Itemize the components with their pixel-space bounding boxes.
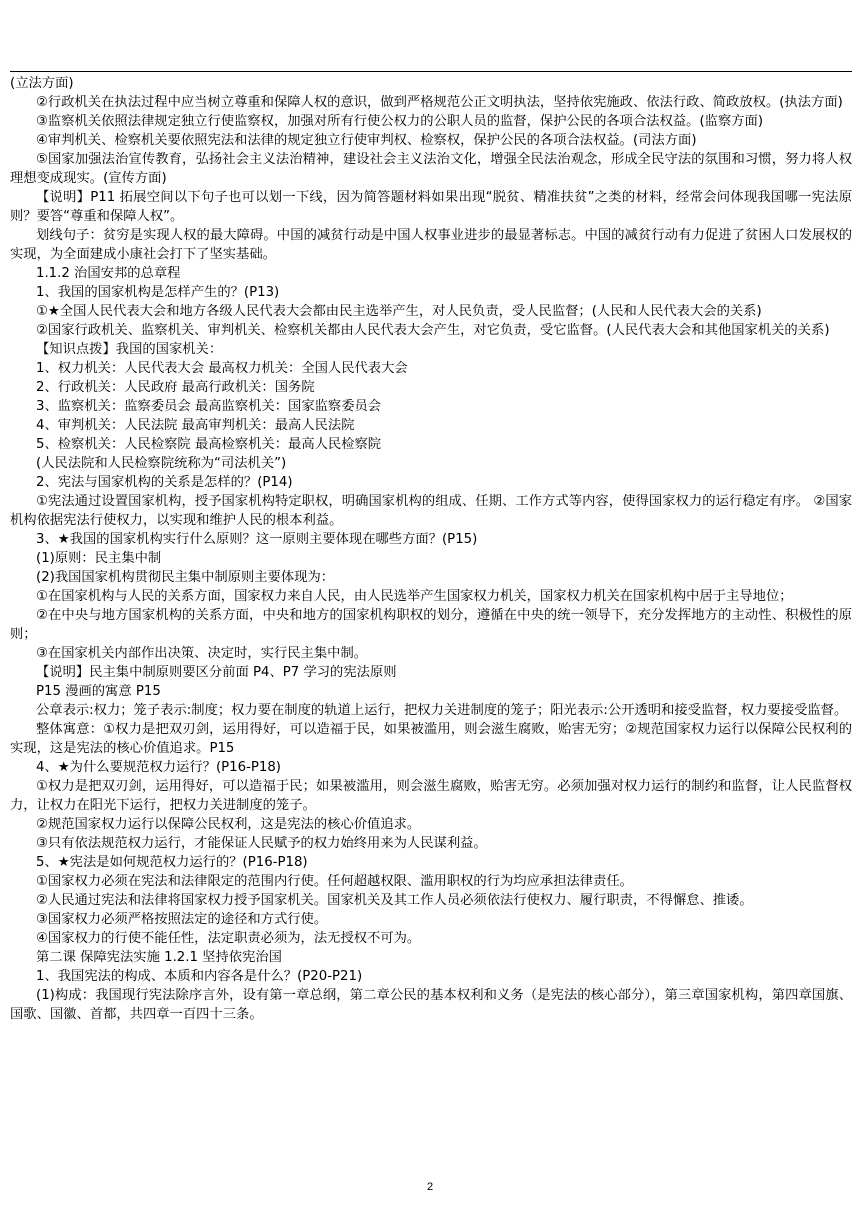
paragraph: 【说明】P11 拓展空间以下句子也可以划一下线，因为简答题材料如果出现“脱贫、精准扶贫”之类的材料，经常会问体现我国哪一宪法原则？要答“尊重和保障人权”。	[10, 190, 852, 224]
paragraph: (立法方面)	[10, 76, 74, 91]
paragraph: ②规范国家权力运行以保障公民权利，这是宪法的核心价值追求。	[36, 817, 421, 832]
paragraph: 3、★我国的国家机构实行什么原则？这一原则主要体现在哪些方面？(P15)	[36, 532, 478, 547]
paragraph: ③国家权力必须严格按照法定的途径和方式行使。	[36, 912, 328, 927]
paragraph: ③监察机关依照法律规定独立行使监察权，加强对所有行使公权力的公职人员的监督，保护公民的各项合法权益。(监察方面)	[36, 114, 764, 129]
paragraph: 1、权力机关：人民代表大会 最高权力机关：全国人民代表大会	[36, 361, 408, 376]
paragraph: ①在国家机构与人民的关系方面，国家权力来自人民，由人民选举产生国家权力机关，国家权力机关在国家机构中居于主导地位；	[36, 589, 793, 604]
paragraph: 5、检察机关：人民检察院 最高检察机关：最高人民检察院	[36, 437, 382, 452]
paragraph: (1)构成：我国现行宪法除序言外，设有第一章总纲，第二章公民的基本权利和义务（是宪法的核心部分），第三章国家机构，第四章国旗、国歌、国徽、首都，共四章一百四十三条。	[10, 988, 852, 1022]
paragraph: ④审判机关、检察机关要依照宪法和法律的规定独立行使审判权、检察权，保护公民的各项合法权益。(司法方面)	[36, 133, 697, 148]
paragraph: 第二课 保障宪法实施 1.2.1 坚持依宪治国	[36, 950, 282, 965]
paragraph: 3、监察机关：监察委员会 最高监察机关：国家监察委员会	[36, 399, 382, 414]
paragraph: (人民法院和人民检察院统称为“司法机关”)	[36, 456, 287, 471]
paragraph: (2)我国国家机构贯彻民主集中制原则主要体现为：	[36, 570, 335, 585]
paragraph: ①宪法通过设置国家机构，授予国家机构特定职权，明确国家机构的组成、任期、工作方式等内容，使得国家权力的运行稳定有序。 ②国家机构依据宪法行使权力，以实现和维护人民的根本利益。	[10, 494, 852, 528]
header-rule	[10, 71, 852, 72]
paragraph: 1、我国宪法的构成、本质和内容各是什么？(P20-P21)	[36, 969, 363, 984]
paragraph: ①权力是把双刃剑，运用得好，可以造福于民；如果被滥用，则会滋生腐败，贻害无穷。必须加强对权力运行的制约和监督，让人民监督权力，让权力在阳光下运行，把权力关进制度的笼子。	[10, 779, 852, 813]
paragraph: ⑤国家加强法治宣传教育，弘扬社会主义法治精神，建设社会主义法治文化，增强全民法治观念，形成全民守法的氛围和习惯，努力将人权理想变成现实。(宣传方面)	[10, 152, 852, 186]
paragraph: 1.1.2 治国安邦的总章程	[36, 266, 181, 281]
paragraph: ④国家权力的行使不能任性，法定职责必须为，法无授权不可为。	[36, 931, 421, 946]
paragraph: ③在国家机关内部作出决策、决定时，实行民主集中制。	[36, 646, 368, 661]
paragraph: (1)原则：民主集中制	[36, 551, 162, 566]
paragraph: 划线句子：贫穷是实现人权的最大障碍。中国的减贫行动是中国人权事业进步的最显著标志。中国的减贫行动有力促进了贫困人口发展权的实现，为全面建成小康社会打下了坚实基础。	[10, 228, 852, 262]
paragraph: 2、宪法与国家机构的关系是怎样的？(P14)	[36, 475, 293, 490]
paragraph: ①★全国人民代表大会和地方各级人民代表大会都由民主选举产生，对人民负责，受人民监督；(人民和人民代表大会的关系)	[36, 304, 762, 319]
paragraph: 4、★为什么要规范权力运行？(P16-P18)	[36, 760, 281, 775]
paragraph: ②人民通过宪法和法律将国家权力授予国家机关。国家机关及其工作人员必须依法行使权力、履行职责，不得懈怠、推诿。	[36, 893, 753, 908]
paragraph: 【说明】民主集中制原则要区分前面 P4、P7 学习的宪法原则	[36, 665, 397, 680]
paragraph: 5、★宪法是如何规范权力运行的？(P16-P18)	[36, 855, 308, 870]
paragraph: 【知识点拨】我国的国家机关：	[36, 342, 223, 357]
page-number: 2	[426, 1181, 434, 1193]
paragraph: ②国家行政机关、监察机关、审判机关、检察机关都由人民代表大会产生，对它负责，受它监督。(人民代表大会和其他国家机关的关系)	[36, 323, 830, 338]
paragraph: ①国家权力必须在宪法和法律限定的范围内行使。任何超越权限、滥用职权的行为均应承担法律责任。	[36, 874, 633, 889]
document-body	[10, 74, 852, 1024]
paragraph: 4、审判机关：人民法院 最高审判机关：最高人民法院	[36, 418, 355, 433]
paragraph: 整体寓意：①权力是把双刃剑，运用得好，可以造福于民，如果被滥用，则会滋生腐败，贻害无穷；②规范国家权力运行以保障公民权利的实现，这是宪法的核心价值追求。P15	[10, 722, 852, 756]
paragraph: ③只有依法规范权力运行，才能保证人民赋予的权力始终用来为人民谋利益。	[36, 836, 487, 851]
paragraph: 2、行政机关：人民政府 最高行政机关：国务院	[36, 380, 315, 395]
paragraph: 公章表示:权力；笼子表示:制度；权力要在制度的轨道上运行，把权力关进制度的笼子；阳光表示:公开透明和接受监督，权力要接受监督。	[36, 703, 848, 718]
paragraph: 1、我国的国家机构是怎样产生的？(P13)	[36, 285, 280, 300]
paragraph: ②行政机关在执法过程中应当树立尊重和保障人权的意识，做到严格规范公正文明执法，坚持依宪施政、依法行政、简政放权。(执法方面)	[36, 95, 843, 110]
paragraph: ②在中央与地方国家机构的关系方面，中央和地方的国家机构职权的划分，遵循在中央的统一领导下，充分发挥地方的主动性、积极性的原则；	[10, 608, 852, 642]
paragraph: P15 漫画的寓意 P15	[36, 684, 161, 699]
